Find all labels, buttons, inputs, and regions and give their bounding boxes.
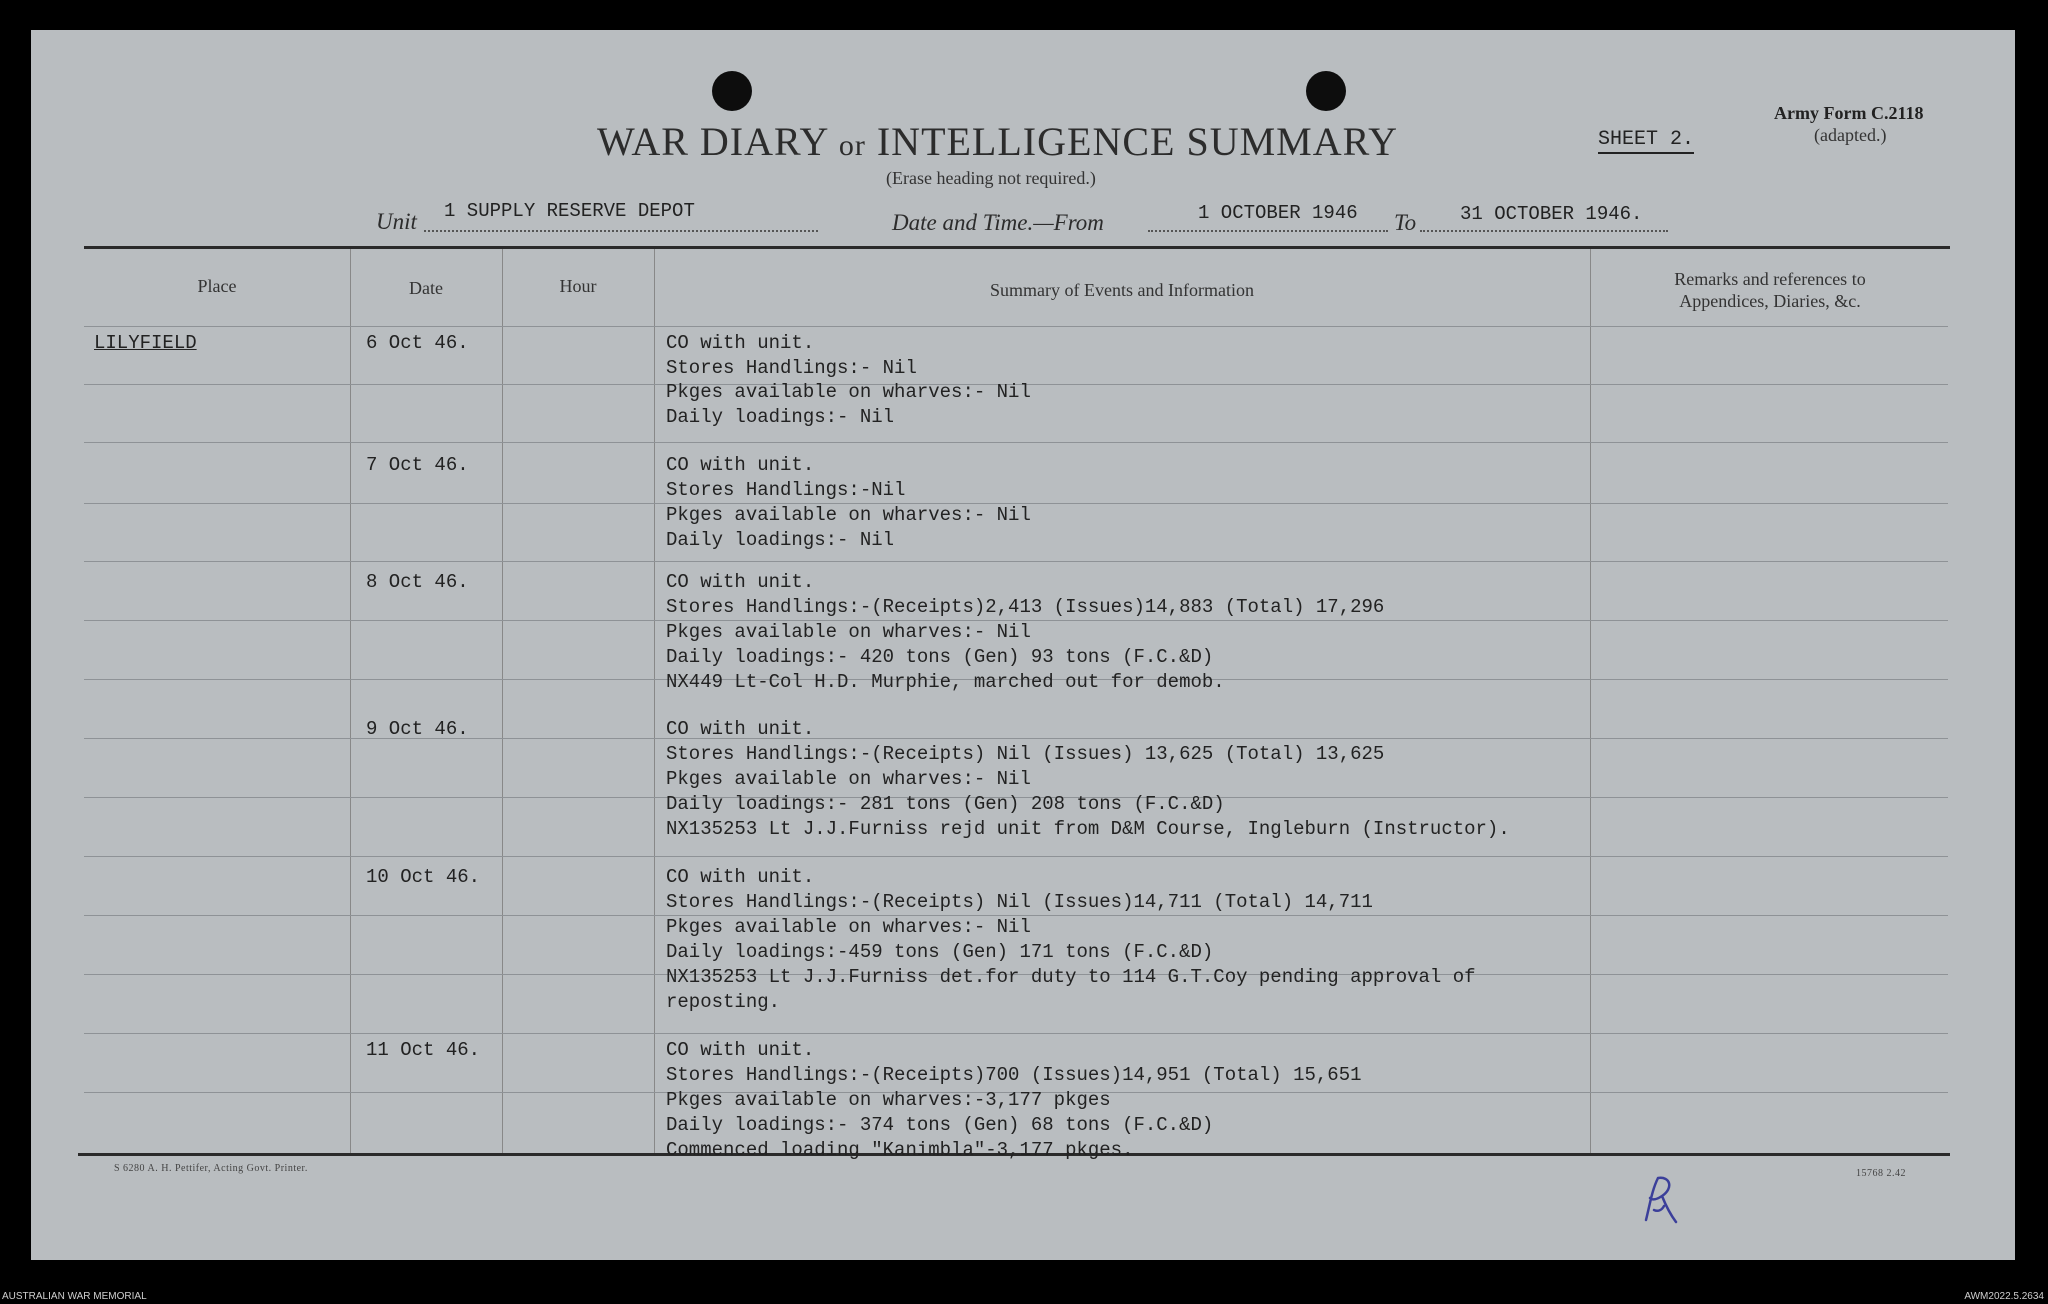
entry-date: 10 Oct 46. [366,866,481,888]
punch-hole-left [712,71,752,111]
army-form-label: Army Form C.2118 [1774,103,1924,123]
entry-line: Stores Handlings:-(Receipts)700 (Issues)14,951 (Total) 15,651 [666,1064,1362,1086]
archive-name: AUSTRALIAN WAR MEMORIAL [2,1291,147,1302]
date-to-value: 31 OCTOBER 1946. [1460,203,1643,225]
archive-reference: AWM2022.5.2634 [1964,1291,2044,1302]
entry-line: Daily loadings:- 420 tons (Gen) 93 tons (F.C.&D) [666,646,1214,668]
entry-line: Stores Handlings:-Nil [666,479,906,501]
entry-line: Stores Handlings:-(Receipts) Nil (Issues) 13,625 (Total) 13,625 [666,743,1385,765]
entry-line: Daily loadings:- 374 tons (Gen) 68 tons (F.C.&D) [666,1114,1214,1136]
entry-line: Pkges available on wharves:- Nil [666,621,1031,643]
date-from-value: 1 OCTOBER 1946 [1198,202,1358,224]
entry-line: CO with unit. [666,718,815,740]
row-rule [84,856,1948,857]
entry-date: 8 Oct 46. [366,571,469,593]
entry-line: Daily loadings:- Nil [666,406,895,428]
army-form-note: (adapted.) [1814,125,1887,145]
row-rule [84,1033,1948,1034]
entry-line: CO with unit. [666,571,815,593]
entry-line: CO with unit. [666,1039,815,1061]
entry-line: Stores Handlings:-(Receipts) Nil (Issues)14,711 (Total) 14,711 [666,891,1373,913]
entry-line: CO with unit. [666,866,815,888]
header-rule [84,326,1948,327]
row-rule [84,442,1948,443]
entry-date: 7 Oct 46. [366,454,469,476]
column-header-hour: Hour [559,276,597,296]
entry-line: Pkges available on wharves:- Nil [666,504,1031,526]
page-title: WAR DIARY or INTELLIGENCE SUMMARY [597,119,1398,164]
form-code: 15768 2.42 [1856,1168,1906,1179]
unit-label: Unit [376,209,417,234]
entry-line: NX449 Lt-Col H.D. Murphie, marched out for demob. [666,671,1225,693]
entry-line: Daily loadings:- 281 tons (Gen) 208 tons (F.C.&D) [666,793,1225,815]
entry-line: Daily loadings:- Nil [666,529,895,551]
date-label: Date and Time.—From [892,210,1104,235]
date-from-dotted-line [1148,230,1388,232]
unit-value: 1 SUPPLY RESERVE DEPOT [444,200,695,222]
column-header-date: Date [409,278,443,298]
entry-line: Pkges available on wharves:- Nil [666,381,1031,403]
erase-note: (Erase heading not required.) [886,168,1096,188]
column-header-summary: Summary of Events and Information [990,280,1254,300]
entry-line: NX135253 Lt J.J.Furniss rejd unit from D&M Course, Ingleburn (Instructor). [666,818,1510,840]
entry-line: Stores Handlings:-(Receipts)2,413 (Issues)14,883 (Total) 17,296 [666,596,1385,618]
row-rule [84,738,1948,739]
sheet-number: SHEET 2. [1598,128,1694,154]
initials-signature [1636,1170,1684,1226]
column-header-place: Place [197,276,237,296]
punch-hole-right [1306,71,1346,111]
place-value: LILYFIELD [94,332,197,354]
unit-dotted-line [424,230,818,232]
row-rule [84,561,1948,562]
entry-line: NX135253 Lt J.J.Furniss det.for duty to 114 G.T.Coy pending approval of [666,966,1476,988]
table-top-rule [84,246,1950,249]
entry-line: Pkges available on wharves:- Nil [666,768,1031,790]
date-to-dotted-line [1420,230,1668,232]
entry-line: Stores Handlings:- Nil [666,357,917,379]
date-to-label: To [1394,210,1417,235]
entry-line: CO with unit. [666,332,815,354]
entry-line: reposting. [666,991,781,1013]
entry-date: 11 Oct 46. [366,1039,481,1061]
entry-date: 6 Oct 46. [366,332,469,354]
entry-date: 9 Oct 46. [366,718,469,740]
entry-line: CO with unit. [666,454,815,476]
entry-line: Pkges available on wharves:- Nil [666,916,1031,938]
entry-line: Daily loadings:-459 tons (Gen) 171 tons (F.C.&D) [666,941,1214,963]
column-header-remarks: Remarks and references to Appendices, Diaries, &c. [1674,269,1866,311]
printer-imprint: S 6280 A. H. Pettifer, Acting Govt. Printer. [114,1163,308,1174]
entry-line: Pkges available on wharves:-3,177 pkges [666,1089,1111,1111]
entry-line: Commenced loading "Kanimbla"-3,177 pkges. [666,1139,1134,1161]
